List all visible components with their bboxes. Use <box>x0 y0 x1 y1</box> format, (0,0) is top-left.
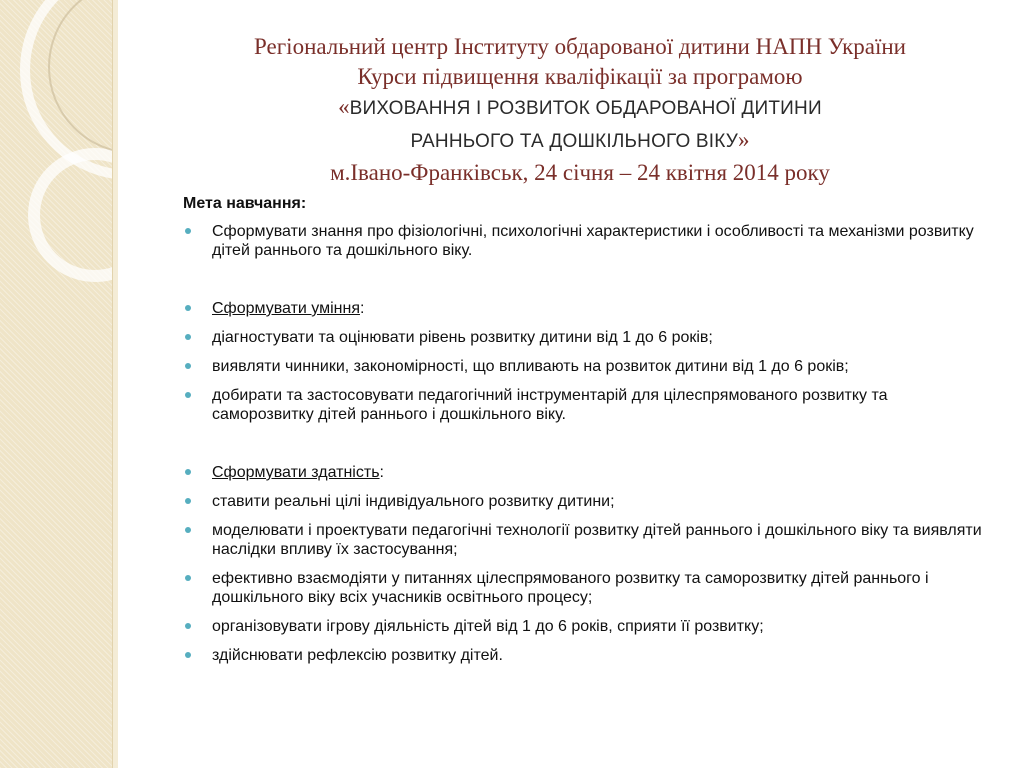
slide-title <box>190 32 970 188</box>
list-item-ability <box>183 521 983 559</box>
decorative-ring <box>28 148 112 282</box>
abilities-colon: : <box>379 464 384 481</box>
ability-text: ставити реальні цілі індивідуального розвитку дитини; <box>212 493 615 510</box>
knowledge-text: Сформувати знання про фізіологічні, психологічні характеристики і особливості та механізми розвитку дітей раннього та дошкільного віку. <box>212 223 974 259</box>
skill-text: виявляти чинники, закономірності, що впливають на розвиток дитини від 1 до 6 років; <box>212 358 849 375</box>
abilities-title: Сформувати здатність <box>212 464 380 481</box>
list-item-skills-title <box>183 299 983 318</box>
skills-title: Сформувати уміння <box>212 300 360 317</box>
bullet-icon <box>185 392 191 398</box>
ability-text: моделювати і проектувати педагогічні технології розвитку дітей раннього і дошкільного віку та виявляти наслідки впливу їх застосування; <box>212 522 982 558</box>
bullet-icon <box>185 228 191 234</box>
list-item-ability <box>183 492 983 511</box>
bullet-icon <box>185 363 191 369</box>
list-item-ability <box>183 569 983 607</box>
goal-heading: Мета навчання: <box>183 195 307 212</box>
list-item-skill <box>183 328 983 347</box>
ability-text: ефективно взаємодіяти у питаннях цілеспрямованого розвитку та саморозвитку дітей раннього і дошкільного віку всіх учасників освітнього процесу; <box>212 570 929 606</box>
skills-colon: : <box>359 300 365 317</box>
list-item-ability <box>183 617 983 636</box>
bullet-icon <box>185 652 191 658</box>
bullet-icon <box>185 334 191 340</box>
spacer <box>183 270 983 299</box>
ability-text: здійснювати рефлексію розвитку дітей. <box>212 647 503 664</box>
program-name-part-1: ВИХОВАННЯ І РОЗВИТОК ОБДАРОВАНОЇ ДИТИНИ <box>349 98 822 119</box>
slide-body <box>183 194 983 675</box>
skill-text: діагностувати та оцінювати рівень розвитку дитини від 1 до 6 років; <box>212 329 713 346</box>
title-line-institute: Регіональний центр Інституту обдарованої дитини НАПН України <box>254 34 906 59</box>
title-line-program-2 <box>190 125 970 158</box>
title-line-program-1 <box>190 92 970 125</box>
bullet-icon <box>185 498 191 504</box>
side-panel-border <box>112 0 118 768</box>
open-quote: « <box>338 94 350 119</box>
list-item-knowledge <box>183 222 983 260</box>
skill-text: добирати та застосовувати педагогічний інструментарій для цілеспрямованого розвитку та саморозвитку дітей раннього і дошкільного віку. <box>212 387 888 423</box>
bullet-icon <box>185 469 191 475</box>
list-item-skill <box>183 386 983 424</box>
close-quote: » <box>738 127 750 152</box>
title-line-location-dates: м.Івано-Франківськ, 24 січня – 24 квітня 2014 року <box>330 160 830 185</box>
bullet-icon <box>185 305 191 311</box>
bullet-icon <box>185 575 191 581</box>
program-name-part-2: РАННЬОГО ТА ДОШКІЛЬНОГО ВІКУ <box>410 131 739 152</box>
bullet-icon <box>185 527 191 533</box>
title-line-courses: Курси підвищення кваліфікації за програмою <box>357 64 803 89</box>
list-item-abilities-title <box>183 463 983 482</box>
bullet-icon <box>185 623 191 629</box>
spacer <box>183 434 983 463</box>
list-item-skill <box>183 357 983 376</box>
ability-text: організовувати ігрову діяльність дітей від 1 до 6 років, сприяти її розвитку; <box>212 618 764 635</box>
decorative-side-panel <box>0 0 112 768</box>
list-item-ability <box>183 646 983 665</box>
